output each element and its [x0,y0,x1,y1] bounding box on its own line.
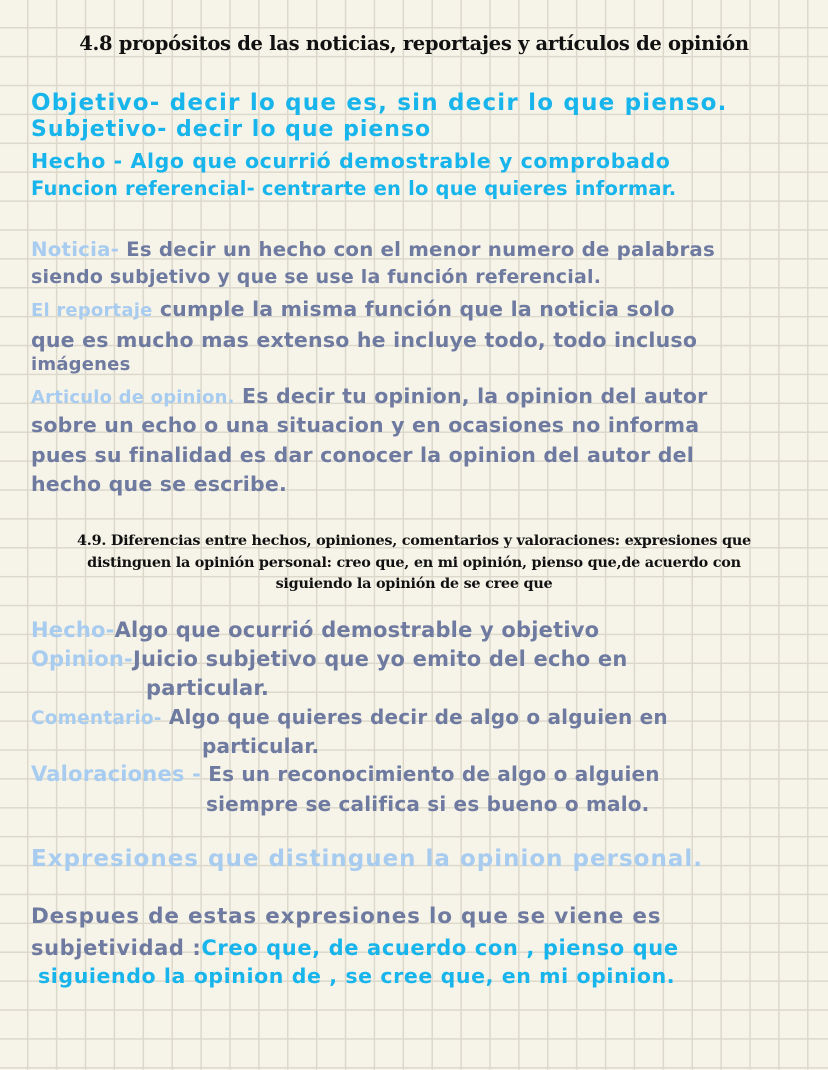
term-hecho [31,617,599,643]
noticia-text: Es decir un hecho con el menor numero de palabras [126,238,715,261]
term-opinion [31,646,628,672]
term-opinion-line-2: particular. [146,676,270,700]
term-hecho-text: Algo que ocurrió demostrable y objetivo [114,618,600,642]
noticia-line-2: siendo subjetivo y que se use la función referencial. [31,266,602,288]
section-2-title-line-3: siguiendo la opinión de se cree que [275,575,553,592]
term-valoraciones-label: Valoraciones - [31,762,202,786]
section-2-title-line-2: distinguen la opinión personal: creo que, en mi opinión, pienso que,de acuerdo con [87,553,741,571]
closing-examples-1: Creo que, de acuerdo con , pienso que [201,936,679,960]
definition-objetivo: Objetivo- decir lo que es, sin decir lo que pienso. [31,90,728,116]
term-valoraciones [31,761,660,787]
articulo-term: Articulo de opinion. [31,387,235,408]
section-2-title [0,530,828,595]
closing-line-1: Despues de estas expresiones lo que se viene es [31,904,662,929]
term-comentario-text: Algo que quieres decir de algo o alguien en [168,705,668,729]
definition-subjetivo: Subjetivo- decir lo que pienso [31,117,432,142]
reportaje-text: cumple la misma función que la noticia solo [159,297,675,321]
closing-subjetividad: subjetividad : [31,936,202,960]
term-valoraciones-line-2: siempre se califica si es bueno o malo. [206,792,650,816]
reportaje-term: El reportaje [31,300,153,321]
articulo-line-3: pues su finalidad es dar conocer la opinion del autor del [31,443,694,467]
closing-line-3: siguiendo la opinion de , se cree que, en mi opinion. [38,964,676,988]
term-hecho-label: Hecho- [31,618,115,642]
term-valoraciones-text: Es un reconocimiento de algo o alguien [208,762,660,786]
articulo-text: Es decir tu opinion, la opinion del autor [242,384,708,408]
articulo-line-4: hecho que se escribe. [31,472,287,496]
section-1-title: 4.8 propósitos de las noticias, reportajes y artículos de opinión [79,32,749,55]
closing-line-2 [31,935,679,961]
expresiones-heading: Expresiones que distinguen la opinion personal. [31,846,703,872]
reportaje-line-1 [31,296,675,324]
term-opinion-text: Juicio subjetivo que yo emito del echo en [132,647,628,671]
term-comentario-label: Comentario- [31,708,162,729]
articulo-line-2: sobre un echo o una situacion y en ocasiones no informa [31,413,700,437]
articulo-line-1 [31,383,707,411]
term-comentario [31,704,668,732]
noticia-line-1 [31,237,715,263]
reportaje-line-3: imágenes [31,354,131,375]
definition-hecho: Hecho - Algo que ocurrió demostrable y comprobado [31,149,671,173]
term-comentario-line-2: particular. [202,734,320,758]
section-2-title-line-1: 4.9. Diferencias entre hechos, opiniones, comentarios y valoraciones: expresiones que [77,532,751,549]
term-opinion-label: Opinion- [31,647,133,671]
noticia-term: Noticia- [31,238,120,261]
definition-funcion-referencial: Funcion referencial- centrarte en lo que quieres informar. [31,177,677,200]
reportaje-line-2: que es mucho mas extenso he incluye todo, todo incluso [31,328,698,352]
